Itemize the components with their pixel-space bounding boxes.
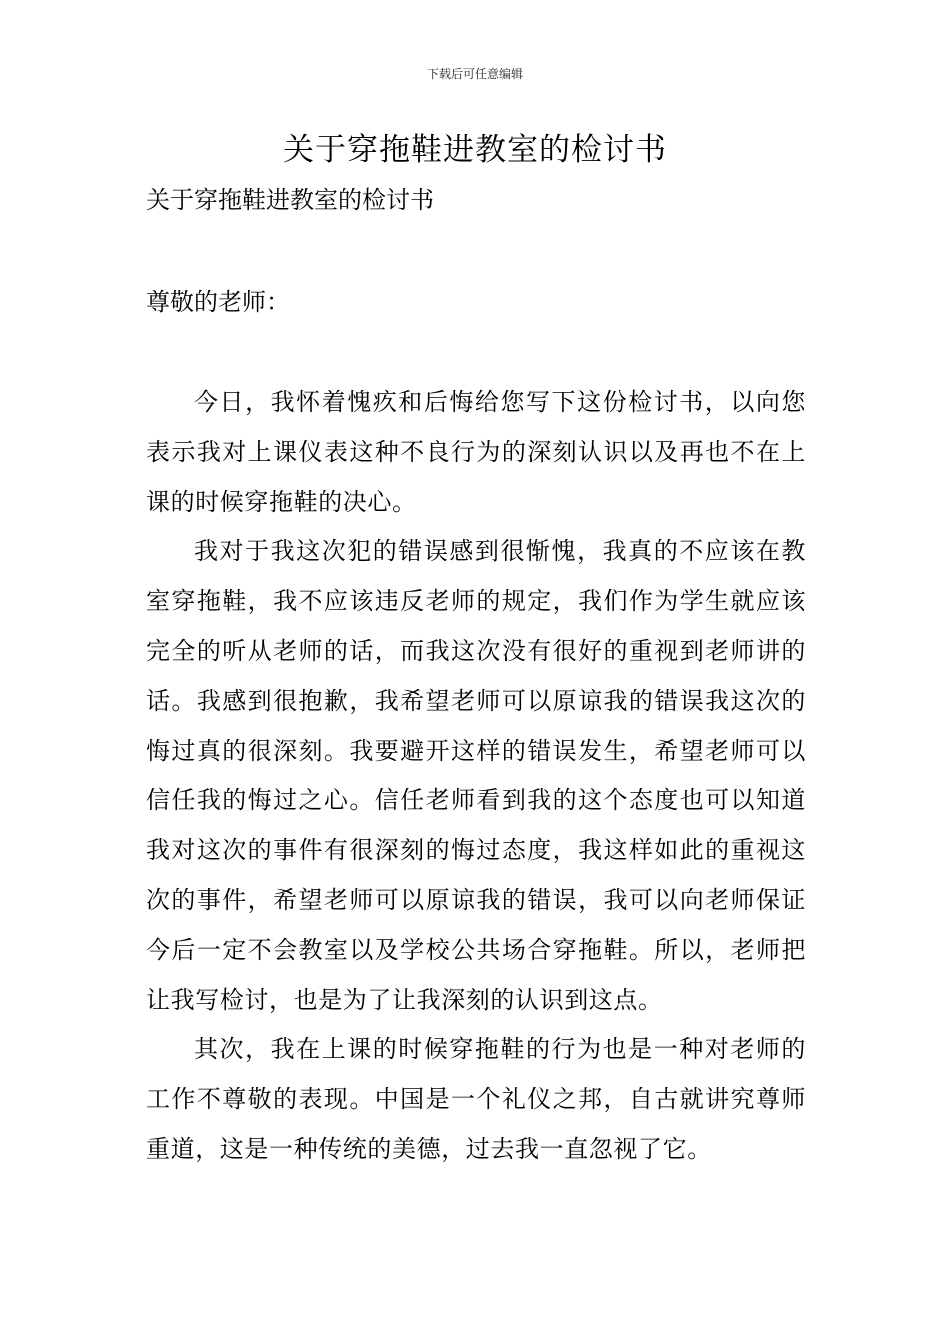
paragraph-2: 我对于我这次犯的错误感到很惭愧，我真的不应该在教室穿拖鞋，我不应该违反老师的规定，我们作为学生就应该完全的听从老师的话，而我这次没有很好的重视到老师讲的话。我感到很抱歉，我希望老师可以原谅我的错误我这次的悔过真的很深刻。我要避开这样的错误发生，希望老师可以信任我的悔过之心。信任老师看到我的这个态度也可以知道我对这次的事件有很深刻的悔过态度，我这样如此的重视这次的事件，希望老师可以原谅我的错误，我可以向老师保证今后一定不会教室以及学校公共场合穿拖鞋。所以，老师把让我写检讨，也是为了让我深刻的认识到这点。 bbox=[146, 537, 806, 1014]
header-note: 下载后可任意编辑 bbox=[426, 67, 523, 81]
paragraph-3: 其次，我在上课的时候穿拖鞋的行为也是一种对老师的工作不尊敬的表现。中国是一个礼仪之邦，自古就讲究尊师重道，这是一种传统的美德，过去我一直忽视了它。 bbox=[146, 1035, 806, 1163]
document-title: 关于穿拖鞋进教室的检讨书 bbox=[283, 132, 667, 168]
document-subtitle: 关于穿拖鞋进教室的检讨书 bbox=[146, 186, 434, 214]
salutation: 尊敬的老师： bbox=[146, 288, 290, 316]
paragraph-1: 今日，我怀着愧疚和后悔给您写下这份检讨书，以向您表示我对上课仪表这种不良行为的深刻认识以及再也不在上课的时候穿拖鞋的决心。 bbox=[146, 388, 806, 516]
letter-body bbox=[146, 378, 806, 1175]
